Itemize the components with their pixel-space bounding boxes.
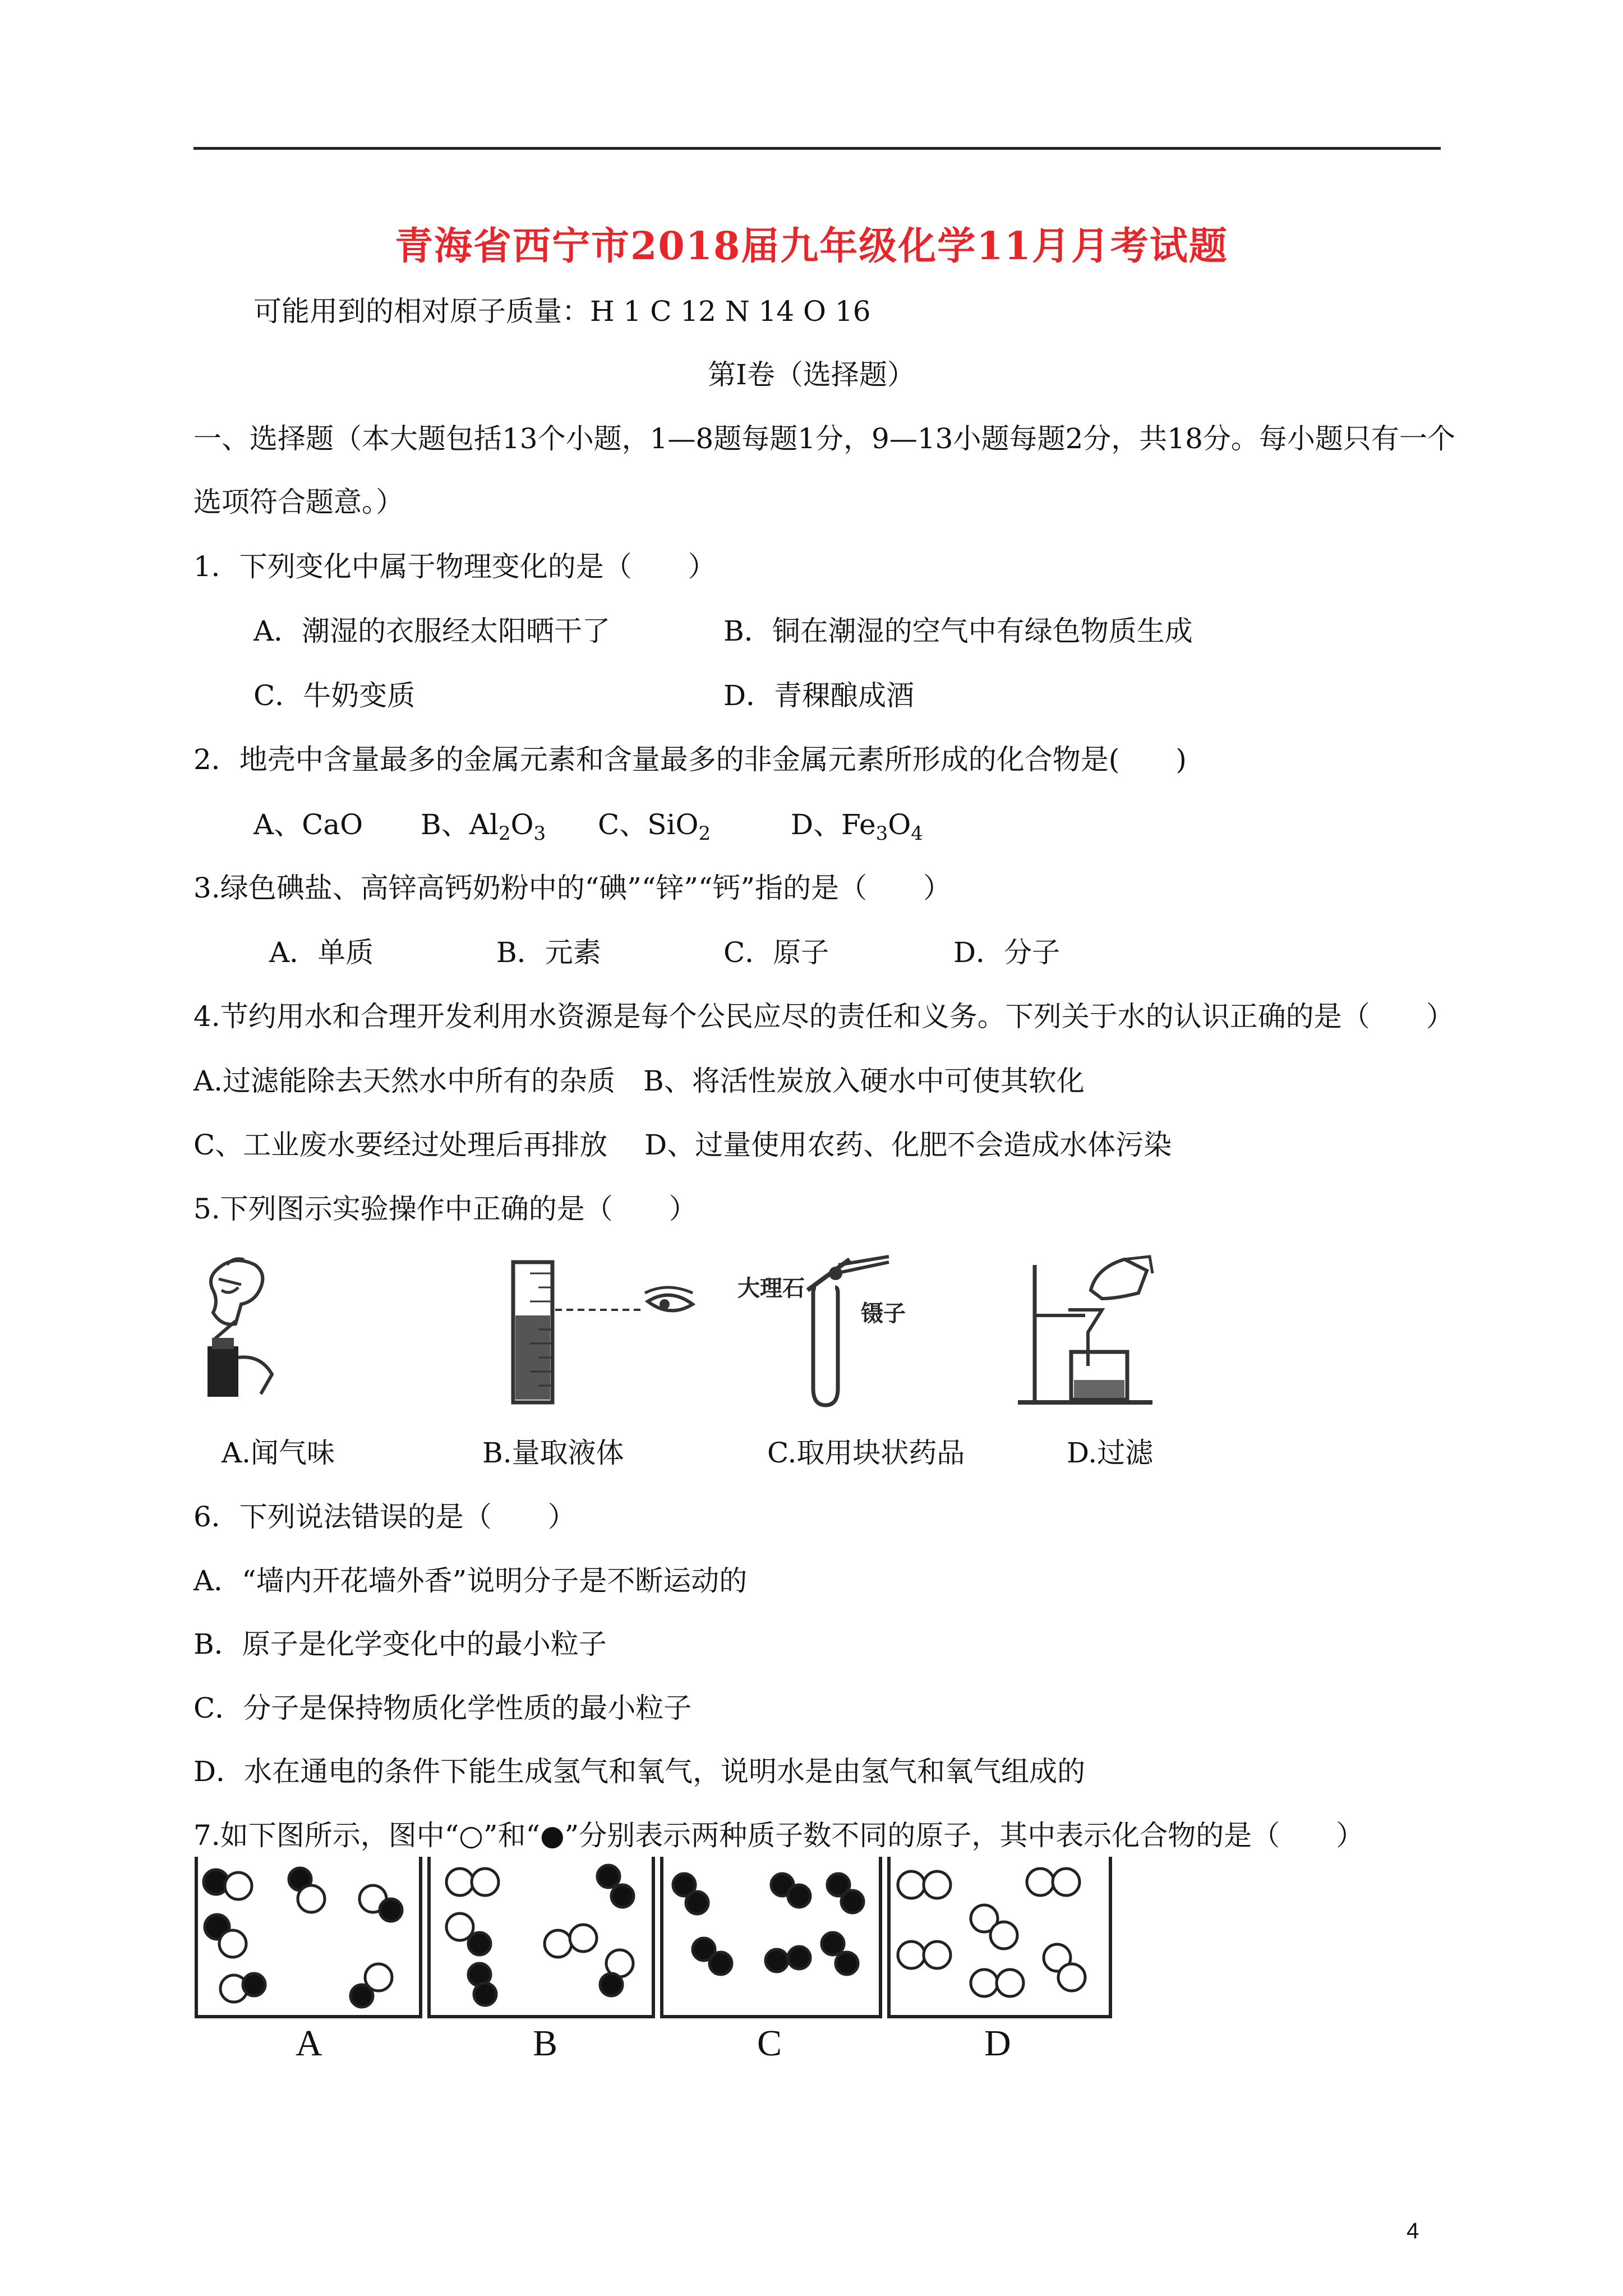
q1-option-c: C．牛奶变质 (253, 679, 416, 712)
q5-option-c: C.取用块状药品 (767, 1437, 965, 1469)
q5-figures (193, 1248, 1158, 1411)
filtration-figure (1012, 1248, 1158, 1411)
smelling-figure (193, 1248, 306, 1411)
q5-stem: 5.下列图示实验操作中正确的是（ ） (193, 1193, 697, 1225)
q3-option-a: A．单质 (269, 936, 374, 969)
q5-option-a: A.闻气味 (222, 1437, 335, 1469)
q1-option-b: B．铜在潮湿的空气中有绿色物质生成 (723, 615, 1193, 647)
q7-label-b: B (533, 2023, 558, 2064)
q3-option-c: C．原子 (723, 936, 829, 969)
q2-option-d: D、$Fe_3O_4$ (791, 808, 923, 845)
q7-label-d: D (984, 2023, 1011, 2064)
q6-option-a: A．“墙内开花墙外香”说明分子是不断运动的 (193, 1565, 748, 1597)
section-heading-2: 选项符合题意。） (193, 486, 404, 518)
q3-option-b: B．元素 (496, 936, 601, 969)
q1-stem: 1．下列变化中属于物理变化的是（ ） (193, 550, 716, 583)
q7-label-c: C (757, 2023, 782, 2064)
q2-option-c: C、SiO$_2$ (598, 808, 711, 845)
q6-option-c: C．分子是保持物质化学性质的最小粒子 (193, 1692, 692, 1724)
fig-c-label-tweezers: 镊子 (861, 1301, 906, 1327)
q6-option-b: B．原子是化学变化中的最小粒子 (193, 1628, 607, 1660)
q3-stem: 3.绿色碘盐、高锌高钙奶粉中的“碘”“锌”“钙”指的是（ ） (193, 872, 952, 904)
q2-stem: 2．地壳中含量最多的金属元素和含量最多的非金属元素所形成的化合物是( ) (193, 743, 1187, 776)
q7-label-a: A (296, 2023, 322, 2064)
page-number: 4 (1407, 2219, 1419, 2243)
tweezers-figure (737, 1248, 962, 1411)
q2-option-a: A、CaO (253, 808, 363, 841)
q3-option-d: D．分子 (953, 936, 1061, 969)
q4-stem: 4.节约用水和合理开发利用水资源是每个公民应尽的责任和义务。下列关于水的认识正确的是（ ） (193, 1000, 1454, 1033)
page-title: 青海省西宁市2018届九年级化学11月月考试题 (395, 224, 1228, 269)
q6-option-d: D．水在通电的条件下能生成氢气和氧气，说明水是由氢气和氧气组成的 (193, 1755, 1086, 1788)
q5-option-d: D.过滤 (1067, 1437, 1154, 1469)
atomic-masses: 可能用到的相对原子质量：H 1 C 12 N 14 O 16 (253, 295, 871, 328)
q6-stem: 6．下列说法错误的是（ ） (193, 1501, 576, 1533)
q1-option-a: A．潮湿的衣服经太阳晒干了 (253, 615, 611, 647)
q7-stem: 7.如下图所示，图中“○”和“●”分别表示两种质子数不同的原子，其中表示化合物的是（ ） (193, 1819, 1364, 1852)
header-rule (193, 147, 1441, 150)
q1-option-d: D．青稞酿成酒 (723, 679, 915, 712)
q7-molecule-boxes (193, 1857, 1113, 2019)
fig-c-label-marble: 大理石 (737, 1276, 805, 1301)
measuring-figure (496, 1248, 709, 1411)
q2-option-b: B、$Al_2O_3$ (421, 808, 546, 845)
volume-title: 第Ⅰ卷（选择题） (708, 358, 915, 391)
q5-option-b: B.量取液体 (482, 1437, 624, 1469)
section-heading-1: 一、选择题（本大题包括13个小题，1—8题每题1分，9—13小题每题2分，共18分。每小题只有一个 (193, 422, 1455, 455)
q4-options-cd: C、工业废水要经过处理后再排放 D、过量使用农药、化肥不会造成水体污染 (193, 1129, 1172, 1161)
q4-options-ab: A.过滤能除去天然水中所有的杂质 B、将活性炭放入硬水中可使其软化 (193, 1065, 1085, 1097)
